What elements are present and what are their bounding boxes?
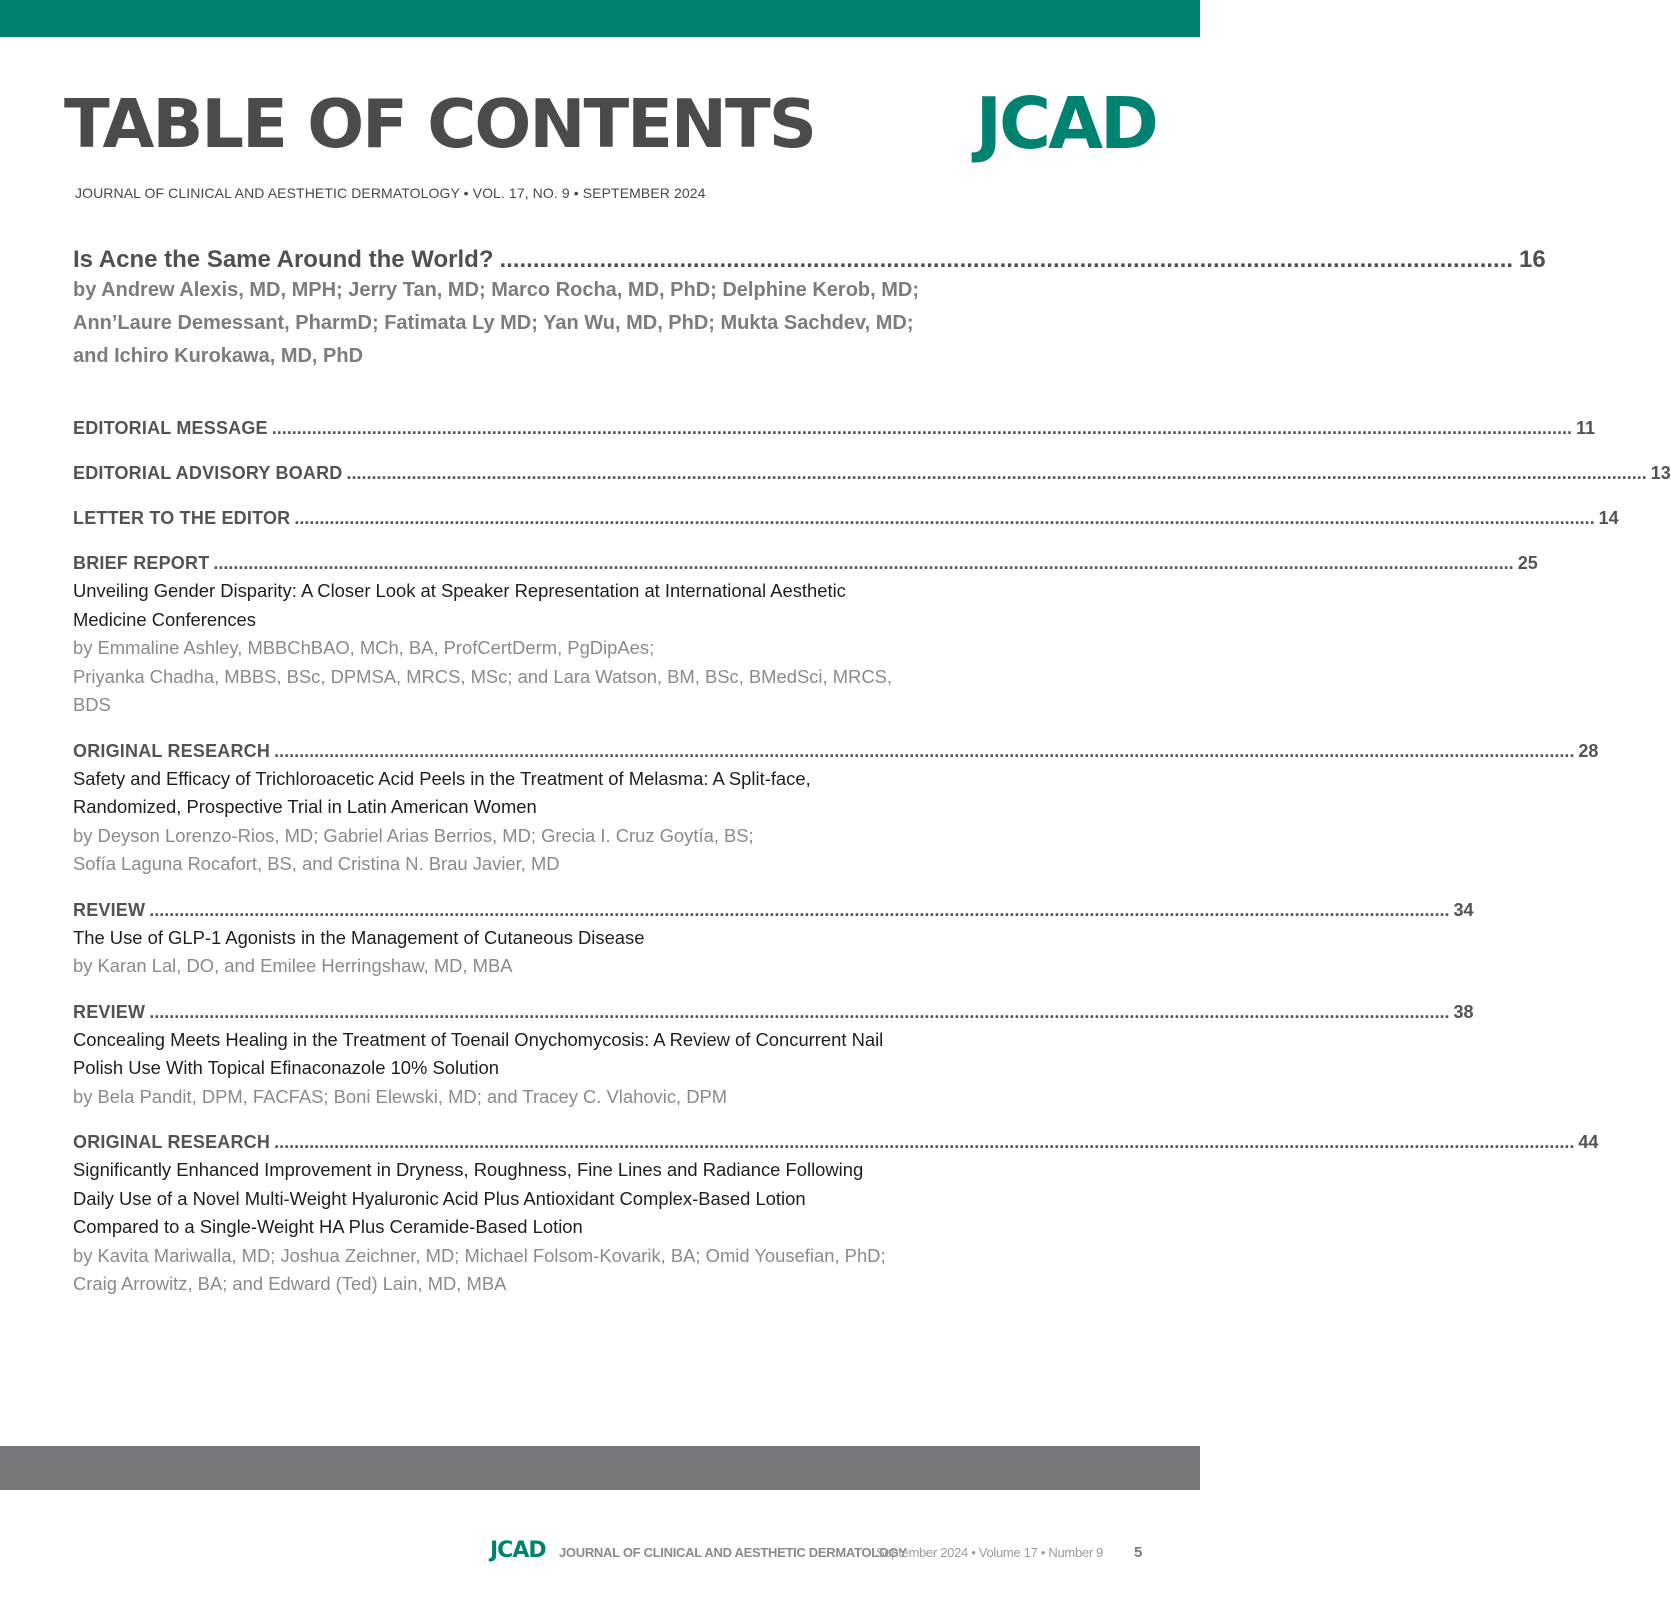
dot-leader: ........................................................................................................................................................ — [499, 246, 1514, 273]
footer-page-number: 5 — [1134, 1544, 1143, 1561]
toc-entry-header — [73, 414, 1596, 442]
toc-entry-header — [73, 998, 1474, 1026]
article-title-line: Randomized, Prospective Trial in Latin American Women — [73, 796, 537, 817]
toc-entry[interactable] — [73, 998, 1474, 1112]
feature-authors — [73, 274, 1093, 373]
section-category: ORIGINAL RESEARCH — [73, 740, 271, 761]
dot-leader: .................................................................................................................................................................................................................................................................... — [149, 899, 1450, 920]
feature-article[interactable] — [73, 246, 1546, 373]
article-authors-line: by Emmaline Ashley, MBBChBAO, MCh, BA, ProfCertDerm, PgDipAes; — [73, 637, 655, 658]
section-category: REVIEW — [73, 1001, 146, 1022]
toc-entry-header — [73, 459, 1671, 487]
toc-entry-header — [73, 1128, 1599, 1156]
article-title-line: Safety and Efficacy of Trichloroacetic Acid Peels in the Treatment of Melasma: A Split-face, — [73, 767, 811, 789]
dot-leader: .................................................................................................................................................................................................................................................................... — [294, 508, 1595, 528]
footer-issue: September 2024 • Volume 17 • Number 9 — [876, 1545, 1104, 1560]
toc-entry[interactable] — [73, 504, 1619, 532]
article-title-line: Daily Use of a Novel Multi-Weight Hyaluronic Acid Plus Antioxidant Complex-Based Lotion — [73, 1187, 806, 1209]
toc-entry[interactable] — [73, 549, 1538, 720]
page-number: 28 — [1578, 740, 1599, 761]
article-authors-line: Sofía Laguna Rocafort, BS, and Cristina N. Brau Javier, MD — [73, 853, 560, 874]
toc-entry[interactable] — [73, 737, 1599, 879]
journal-subtitle: JOURNAL OF CLINICAL AND AESTHETIC DERMATOLOGY • VOL. 17, NO. 9 • SEPTEMBER 2024 — [75, 185, 706, 201]
bottom-gray-band — [0, 1446, 1200, 1490]
article-authors-line: Priyanka Chadha, MBBS, BSc, DPMSA, MRCS, MSc; and Lara Watson, BM, BSc, BMedSci, MRCS, BDS — [73, 665, 892, 715]
article-title-line: Compared to a Single-Weight HA Plus Ceramide-Based Lotion — [73, 1216, 583, 1237]
page-number: 14 — [1598, 508, 1619, 528]
section-category: EDITORIAL MESSAGE — [73, 418, 268, 438]
feature-page-number: 16 — [1519, 246, 1546, 273]
toc-entry-header — [73, 896, 1474, 924]
article-title-line: Polish Use With Topical Efinaconazole 10% Solution — [73, 1057, 499, 1078]
page-number: 25 — [1517, 553, 1538, 573]
section-category: EDITORIAL ADVISORY BOARD — [73, 463, 343, 483]
footer-journal-name: JOURNAL OF CLINICAL AND AESTHETIC DERMATOLOGY — [559, 1545, 907, 1560]
dot-leader: .................................................................................................................................................................................................................................................................... — [213, 553, 1514, 573]
article-title-line: Significantly Enhanced Improvement in Dryness, Roughness, Fine Lines and Radiance Following — [73, 1159, 864, 1180]
page-number: 34 — [1453, 899, 1474, 920]
toc-entry[interactable] — [73, 896, 1474, 981]
footer-logo: JCAD — [490, 1538, 546, 1563]
article-title-line: The Use of GLP-1 Agonists in the Management of Cutaneous Disease — [73, 926, 645, 948]
section-category: REVIEW — [73, 899, 146, 920]
article-title-line: Concealing Meets Healing in the Treatment of Toenail Onychomycosis: A Review of Concurrent Nail — [73, 1028, 884, 1050]
page-number: 11 — [1576, 418, 1596, 438]
contents-list — [73, 414, 1671, 1316]
section-category: LETTER TO THE EDITOR — [73, 508, 291, 528]
toc-entry[interactable] — [73, 1128, 1599, 1299]
toc-entry-header — [73, 549, 1538, 577]
article-title-line: Medicine Conferences — [73, 608, 256, 630]
author-line: Ann’Laure Demessant, PharmD; Fatimata Ly MD; Yan Wu, MD, PhD; Mukta Sachdev, MD; — [73, 312, 914, 334]
feature-title: Is Acne the Same Around the World? — [73, 246, 494, 273]
dot-leader: .................................................................................................................................................................................................................................................................... — [274, 740, 1575, 761]
article-authors-line: by Kavita Mariwalla, MD; Joshua Zeichner, MD; Michael Folsom-Kovarik, BA; Omid Yousefian, PhD; — [73, 1244, 886, 1266]
top-color-band — [0, 0, 1200, 37]
toc-entry[interactable] — [73, 459, 1671, 487]
page-number: 38 — [1453, 1001, 1474, 1022]
page-number: 44 — [1578, 1132, 1599, 1152]
feature-title-row — [73, 246, 1546, 274]
toc-entry-header — [73, 737, 1599, 765]
author-line: and Ichiro Kurokawa, MD, PhD — [73, 345, 364, 367]
dot-leader: .................................................................................................................................................................................................................................................................... — [149, 1001, 1450, 1022]
page-title: TABLE OF CONTENTS — [64, 85, 815, 163]
dot-leader: .................................................................................................................................................................................................................................................................... — [274, 1132, 1575, 1152]
dot-leader: .................................................................................................................................................................................................................................................................... — [346, 463, 1647, 483]
dot-leader: .................................................................................................................................................................................................................................................................... — [271, 418, 1573, 438]
page-number: 13 — [1650, 463, 1671, 483]
toc-entry[interactable] — [73, 414, 1596, 442]
article-authors-line: by Deyson Lorenzo-Rios, MD; Gabriel Arias Berrios, MD; Grecia I. Cruz Goytía, BS; — [73, 824, 754, 846]
jcad-logo: JCAD — [975, 82, 1156, 165]
article-authors-line: by Bela Pandit, DPM, FACFAS; Boni Elewski, MD; and Tracey C. Vlahovic, DPM — [73, 1085, 728, 1107]
section-category: ORIGINAL RESEARCH — [73, 1132, 271, 1152]
article-authors-line: by Karan Lal, DO, and Emilee Herringshaw, MD, MBA — [73, 955, 513, 976]
toc-entry-header — [73, 504, 1619, 532]
author-line: by Andrew Alexis, MD, MPH; Jerry Tan, MD; Marco Rocha, MD, PhD; Delphine Kerob, MD; — [73, 279, 920, 301]
page-footer — [0, 1536, 1200, 1572]
section-category: BRIEF REPORT — [73, 553, 210, 573]
article-title-line: Unveiling Gender Disparity: A Closer Look at Speaker Representation at International Aesthetic — [73, 580, 846, 601]
article-authors-line: Craig Arrowitz, BA; and Edward (Ted) Lain, MD, MBA — [73, 1273, 507, 1294]
